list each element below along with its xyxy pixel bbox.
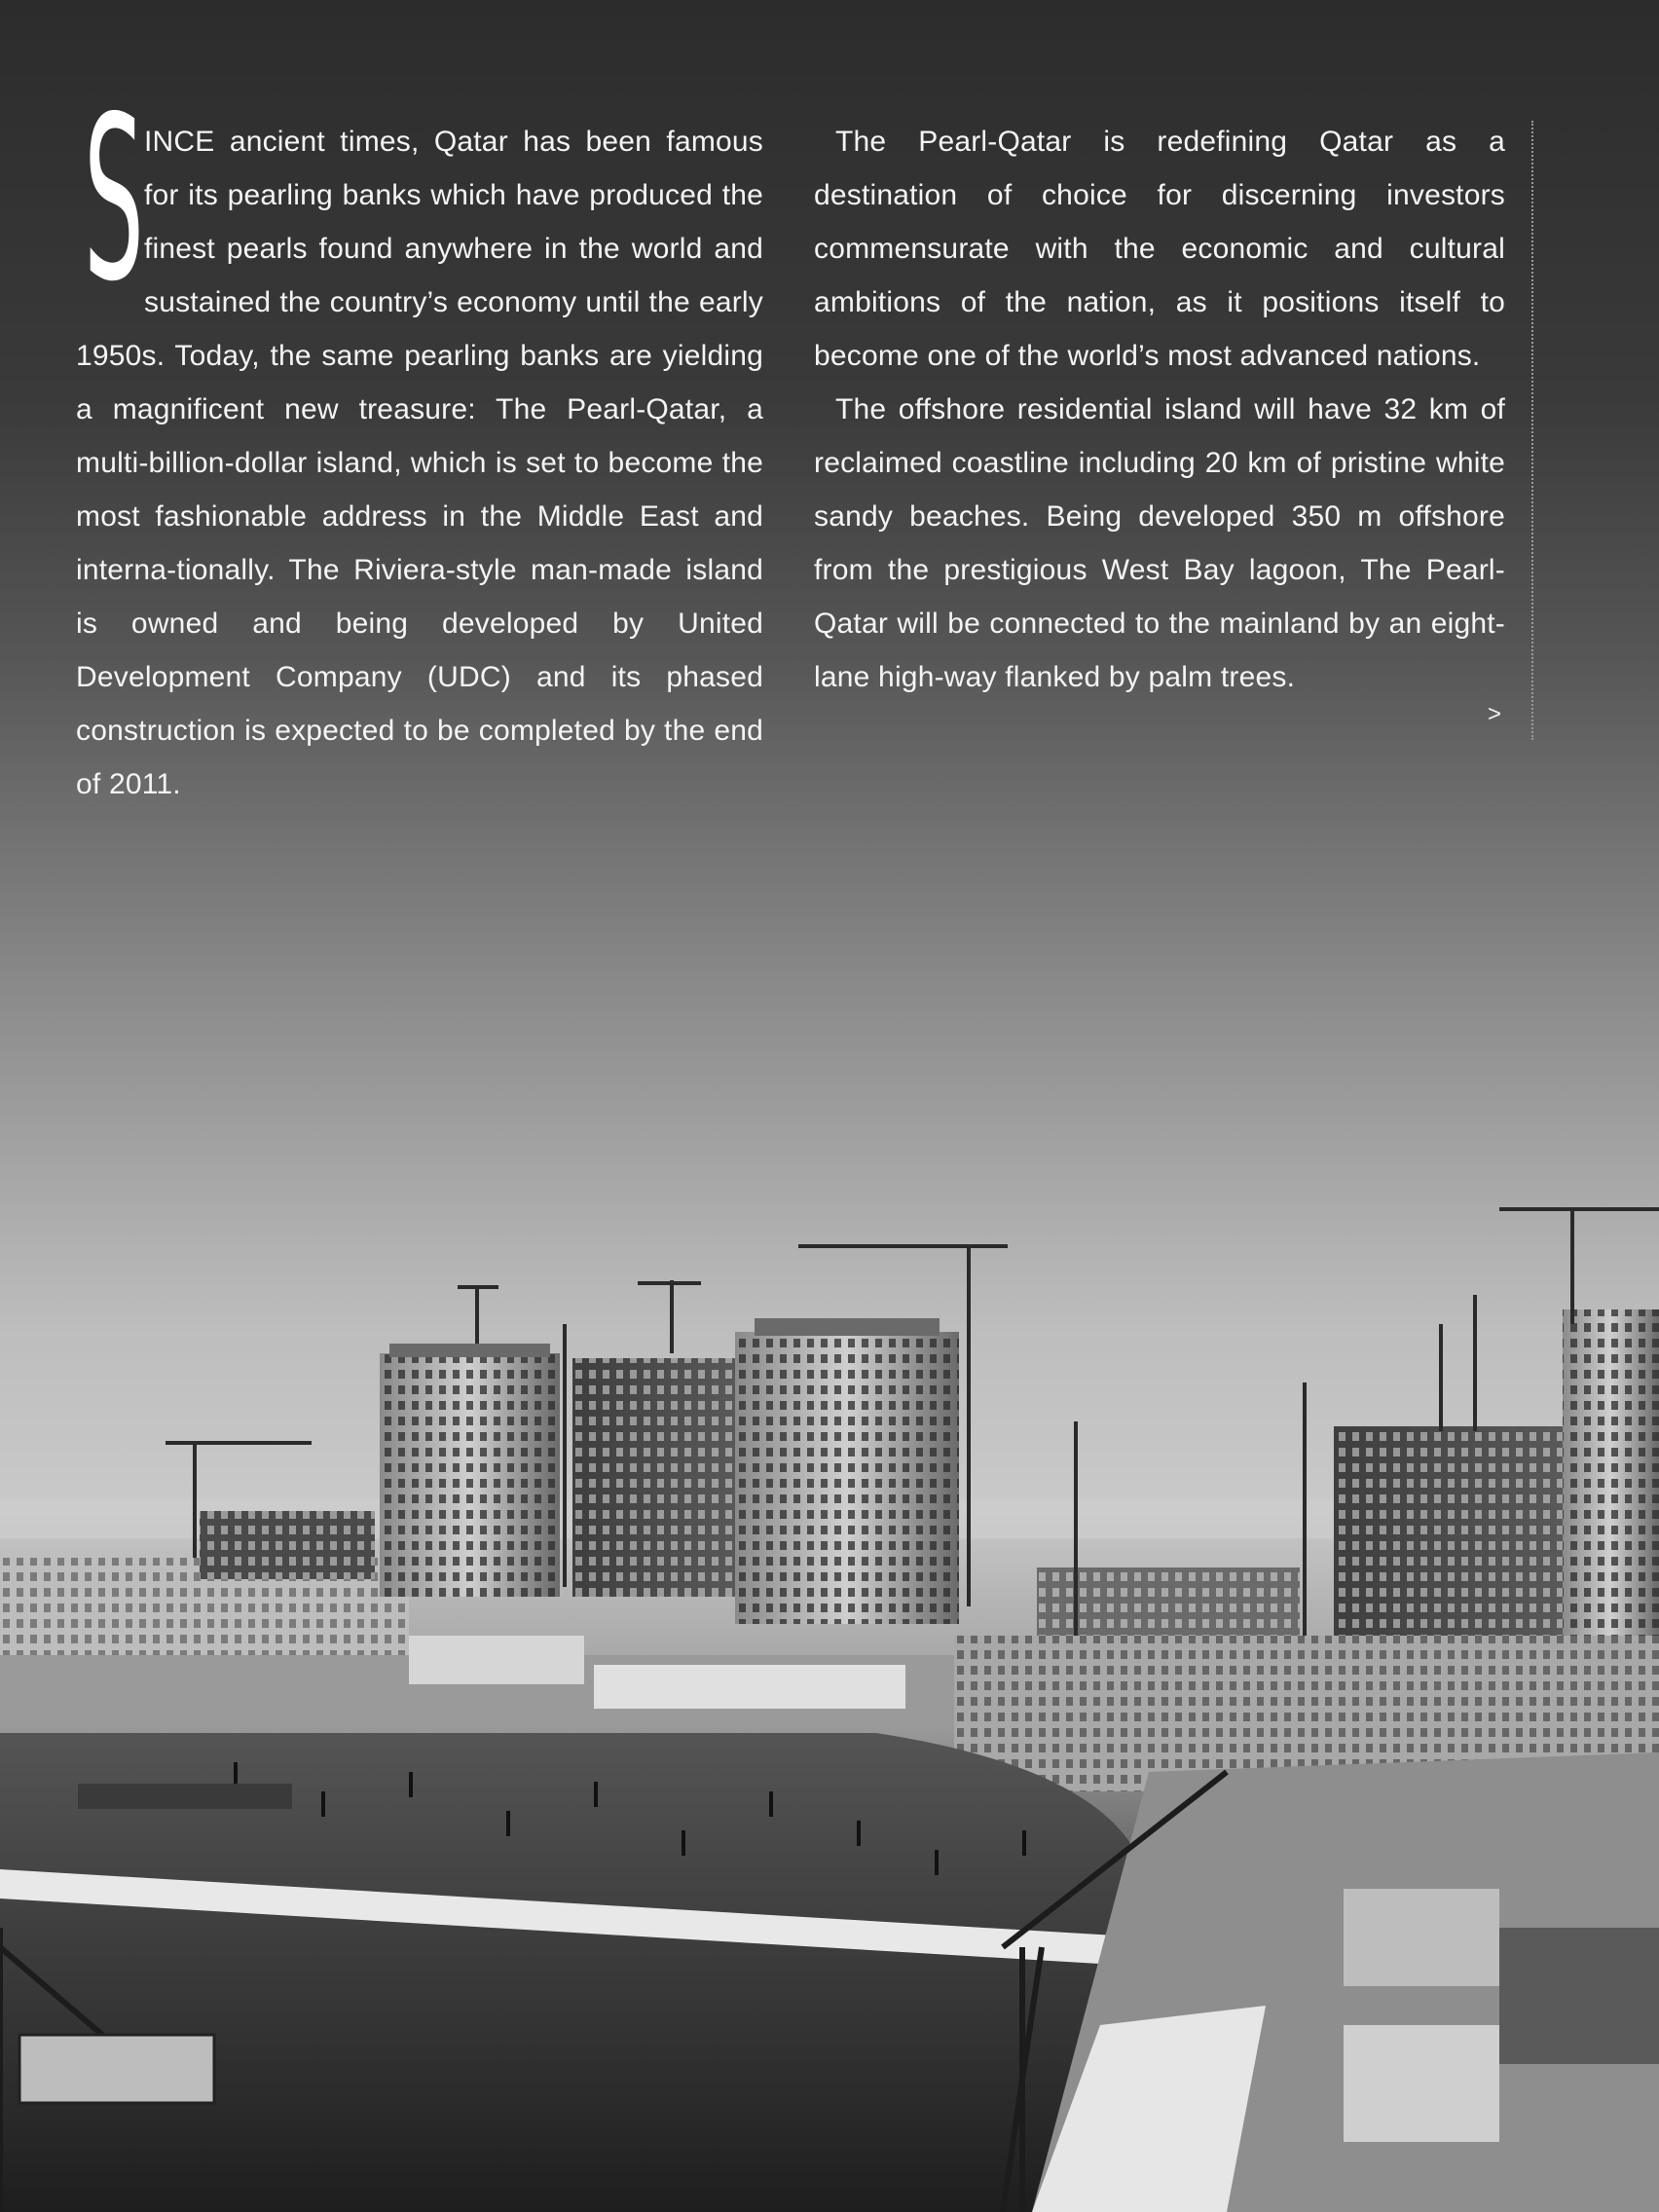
article-left-column xyxy=(76,68,763,811)
article-paragraph-3: The offshore residential island will have 32 km of reclaimed coastline including 20 km of pristine white sandy beaches. Being developed 350 m offshore from the prestigious West Bay lagoon, The Pearl-Qatar will be connected to the mainland by an eight-lane high-way flanked by palm trees. xyxy=(814,393,1505,693)
dropcap-letter: S xyxy=(84,68,144,331)
construction-zone xyxy=(1032,1752,1659,2212)
article-paragraph-1: INCE ancient times, Qatar has been famous for its pearling banks which have produced the finest pearls found anywhere in the world and sustained the country’s economy until the early 1950s. Today, the same pearling banks are yielding a magnificent new treasure: The Pearl-Qatar, a multi-billion-dollar island, which is set to become the most fashionable address in the Middle East and interna-tionally. The Riviera-style man-made island is owned and being developed by United Development Company (UDC) and its phased construction is expected to be completed by the end of 2011. xyxy=(76,126,763,800)
foreground-machinery xyxy=(19,2035,214,2103)
article-paragraph-2: The Pearl-Qatar is redefining Qatar as a destination of choice for discerning investors commensurate with the economic and cultural ambitions of the nation, as it positions itself to become one of the world’s most advanced nations. xyxy=(814,126,1505,372)
central-towers xyxy=(380,1318,959,1624)
article-right-column xyxy=(814,115,1505,704)
dropcap-container xyxy=(76,68,144,331)
continue-arrow-icon: > xyxy=(1488,701,1502,727)
dotted-column-rule xyxy=(1531,121,1533,740)
barge xyxy=(78,1784,292,1809)
construction-site-photo xyxy=(0,1149,1659,2212)
